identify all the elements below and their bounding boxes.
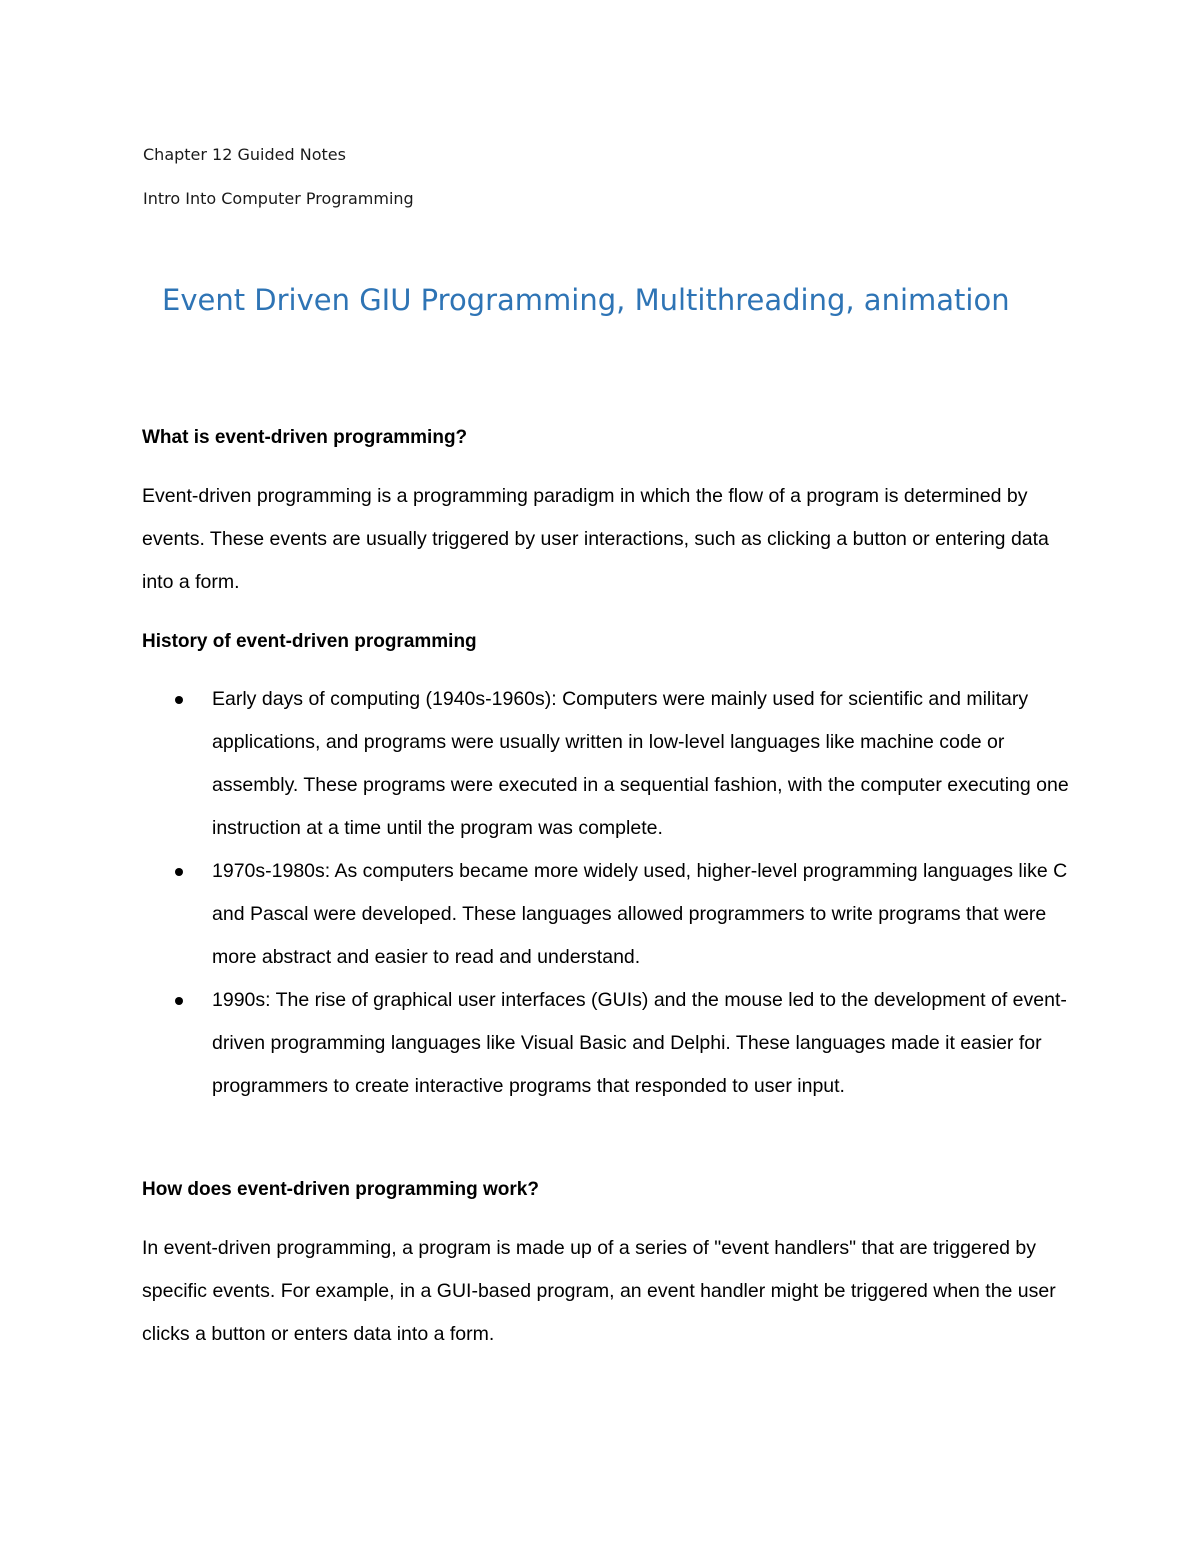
section-paragraph-how-it-works: In event-driven programming, a program is made up of a series of "event handlers" that are triggered by specific events. For example, in a GUI-based program, an event handler might be triggered when the user clicks a button or enters data into a form. [142, 1237, 1056, 1345]
history-bullet-item [0, 850, 1072, 979]
history-bullet-list [0, 678, 1072, 1108]
bullet-dot-icon [175, 997, 183, 1005]
bullet-text: Early days of computing (1940s-1960s): Computers were mainly used for scientific and military applications, and programs were usually written in low-level languages like machine code or assembly. These programs were executed in a sequential fashion, with the computer executing one instruction at a time until the program was complete. [212, 688, 1069, 839]
section-paragraph-what-is: Event-driven programming is a programming paradigm in which the flow of a program is determined by events. These events are usually triggered by user interactions, such as clicking a button or entering data into a form. [142, 485, 1049, 593]
document-title: Event Driven GIU Programming, Multithreading, animation [162, 283, 1010, 317]
chapter-line: Chapter 12 Guided Notes [143, 145, 346, 164]
history-bullet-item [0, 678, 1072, 850]
section-heading-how-it-works: How does event-driven programming work? [142, 1179, 539, 1200]
bullet-dot-icon [175, 696, 183, 704]
history-bullet-item [0, 979, 1072, 1108]
bullet-dot-icon [175, 868, 183, 876]
course-line: Intro Into Computer Programming [143, 189, 414, 208]
section-heading-what-is: What is event-driven programming? [142, 427, 468, 448]
section-heading-history: History of event-driven programming [142, 631, 477, 652]
bullet-text: 1990s: The rise of graphical user interfaces (GUIs) and the mouse led to the development of event-driven programming languages like Visual Basic and Delphi. These languages made it easier for programmers to create interactive programs that responded to user input. [212, 989, 1067, 1097]
bullet-text: 1970s-1980s: As computers became more widely used, higher-level programming languages like C and Pascal were developed. These languages allowed programmers to write programs that were more abstract and easier to read and understand. [212, 860, 1068, 968]
